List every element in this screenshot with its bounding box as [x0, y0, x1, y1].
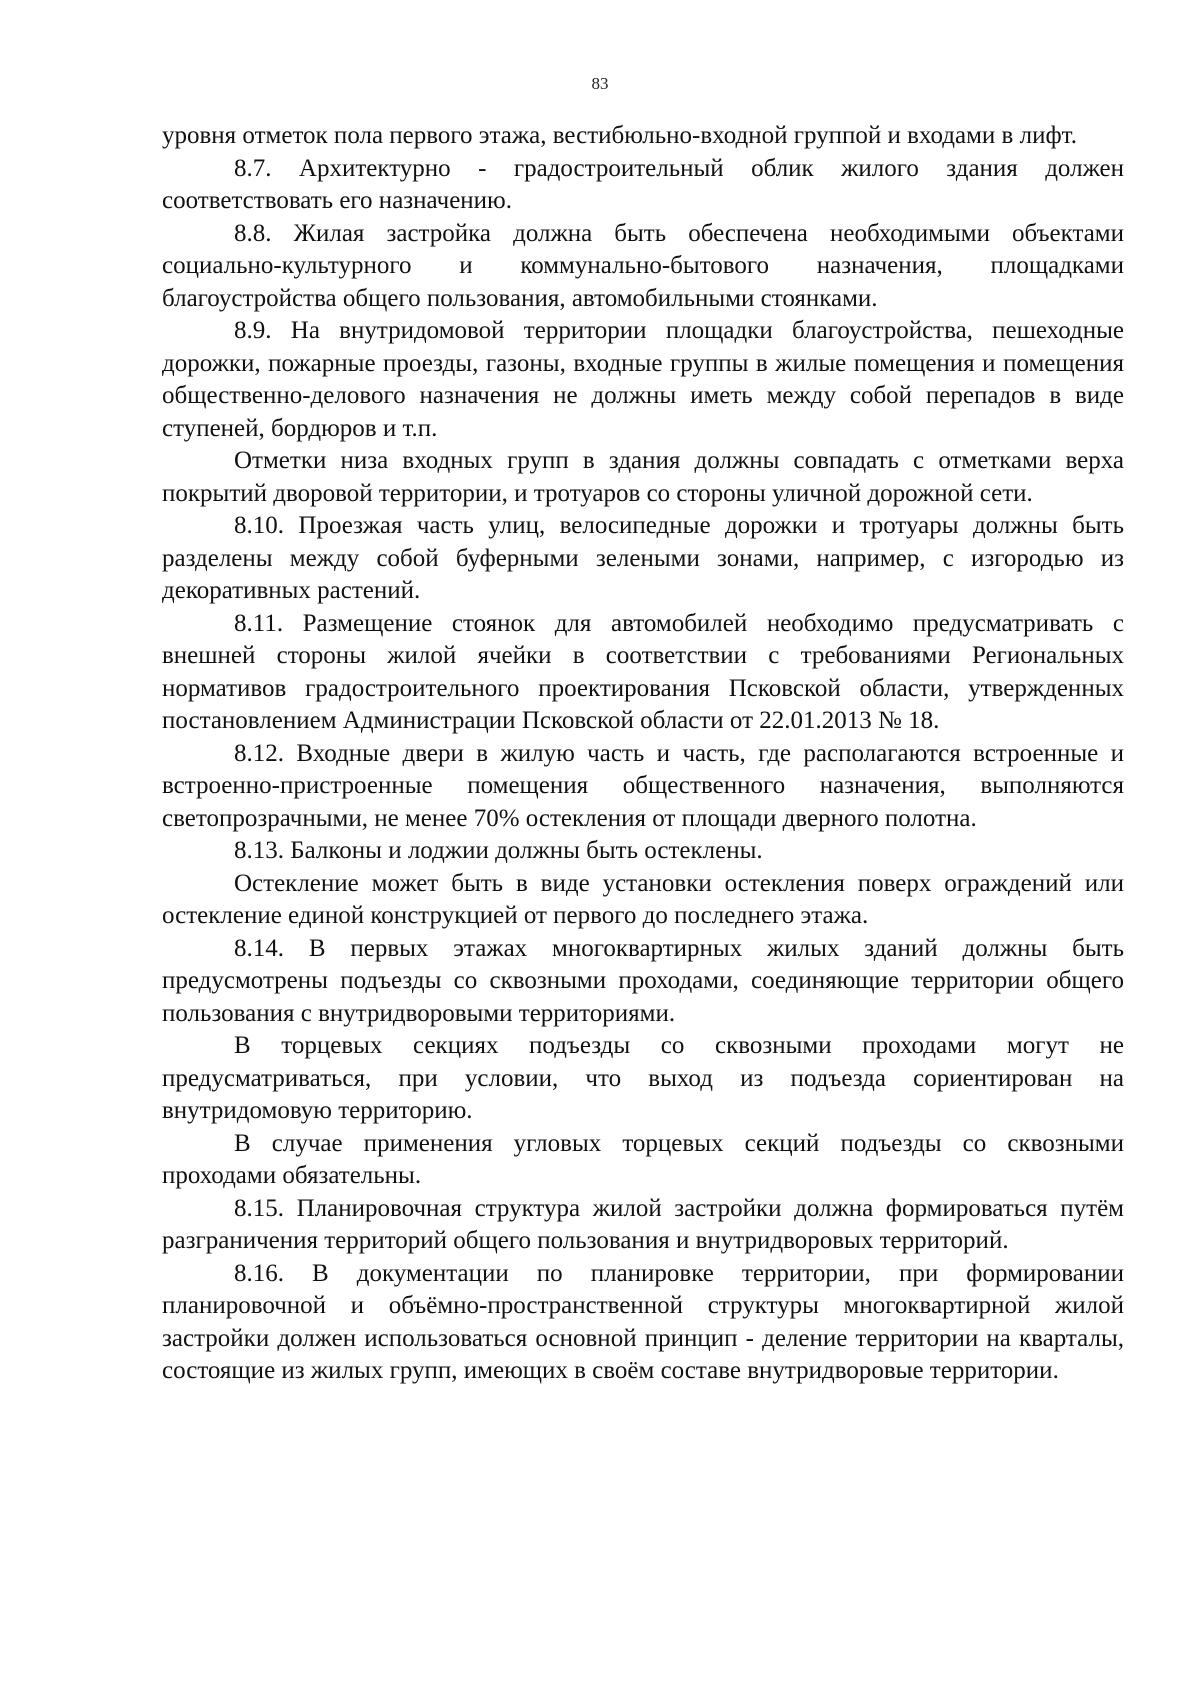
paragraph-8-13-glazing: Остекление может быть в виде установки остекления поверх ограждений или остекление единой конструкцией от первого до последнего этажа. [162, 869, 1124, 929]
paragraph-8-9: 8.9. На внутридомовой территории площадки благоустройства, пешеходные дорожки, пожарные проезды, газоны, входные группы в жилые помещения и помещения общественно-делового назначения не должны иметь между собой перепадов в виде ступеней, бордюров и т.п. [162, 317, 1124, 442]
document-body [162, 120, 1124, 1388]
paragraph-8-12: 8.12. Входные двери в жилую часть и часть, где располагаются встроенные и встроенно-пристроенные помещения общественного назначения, выполняются светопрозрачными, не менее 70% остекления от площади дверного полотна. [162, 739, 1124, 832]
paragraph-continuation: уровня отметок пола первого этажа, вестибюльно-входной группой и входами в лифт. [162, 122, 1077, 149]
paragraph-8-15: 8.15. Планировочная структура жилой застройки должна формироваться путём разграничения территорий общего пользования и внутридворовых территорий. [162, 1194, 1124, 1254]
paragraph-8-10: 8.10. Проезжая часть улиц, велосипедные дорожки и тротуары должны быть разделены между собой буферными зелеными зонами, например, с изгородью из декоративных растений. [162, 512, 1124, 604]
paragraph-8-14-end-sections: В торцевых секциях подъезды со сквозными проходами могут не предусматриваться, при условии, что выход из подъезда сориентирован на внутридомовую территорию. [162, 1032, 1124, 1124]
paragraph-8-11: 8.11. Размещение стоянок для автомобилей необходимо предусматривать с внешней стороны жилой ячейки в соответствии с требованиями Региональных нормативов градостроительного проектирования Псковской области, утвержденных постановлением Администрации Псковской области от 22.01.2013 № 18. [162, 609, 1124, 734]
paragraph-8-14: 8.14. В первых этажах многоквартирных жилых зданий должны быть предусмотрены подъезды со сквозными проходами, соединяющие территории общего пользования с внутридворовыми территориями. [162, 934, 1124, 1027]
paragraph-8-16: 8.16. В документации по планировке территории, при формировании планировочной и объёмно-пространственной структуры многоквартирной жилой застройки должен использоваться основной принцип - деление территории на кварталы, состоящие из жилых групп, имеющих в своём составе внутридворовые территории. [162, 1259, 1124, 1384]
paragraph-8-13: 8.13. Балконы и лоджии должны быть остеклены. [234, 837, 763, 864]
paragraph-8-8: 8.8. Жилая застройка должна быть обеспечена необходимыми объектами социально-культурного и коммунально-бытового назначения, площадками благоустройства общего пользования, автомобильными стоянками. [162, 219, 1124, 312]
paragraph-8-7: 8.7. Архитектурно - градостроительный облик жилого здания должен соответствовать его назначению. [162, 154, 1124, 214]
paragraph-8-14-corner-sections: В случае применения угловых торцевых секций подъезды со сквозными проходами обязательны. [162, 1129, 1124, 1189]
page-number: 83 [591, 74, 609, 93]
paragraph-8-9-entrance-levels: Отметки низа входных групп в здания должны совпадать с отметками верха покрытий дворовой территории, и тротуаров со стороны уличной дорожной сети. [162, 447, 1124, 507]
